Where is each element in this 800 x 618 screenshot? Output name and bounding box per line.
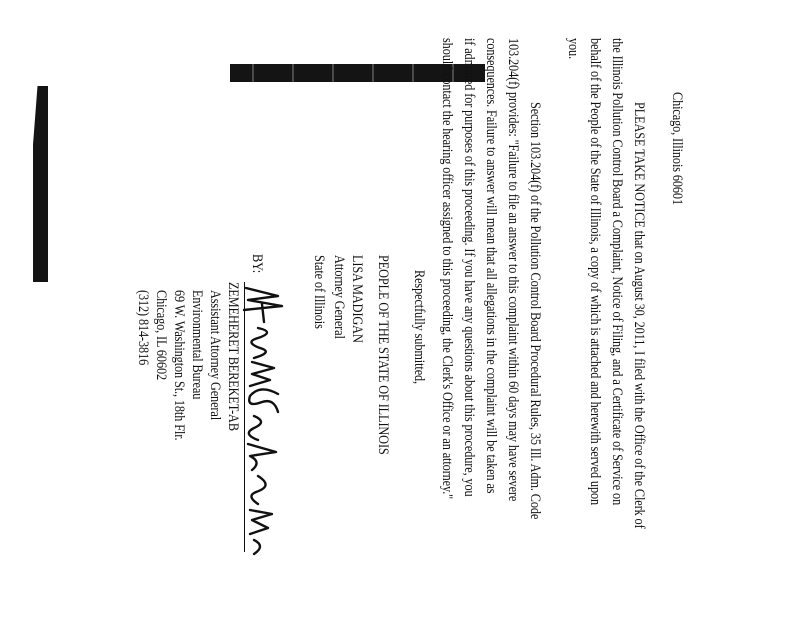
- signer-city: Chicago, IL 60602: [153, 290, 169, 381]
- rule-line-4: if admitted for purposes of this proceeding. If you have any questions about this procedure, you: [461, 38, 477, 497]
- by-label: BY:: [249, 254, 265, 274]
- signer-name: ZEMEHERET BEREKET-AB: [225, 282, 241, 431]
- signature-line: [244, 282, 245, 552]
- signer-bureau: Environmental Bureau: [189, 290, 205, 400]
- ag-state: State of Illinois: [311, 255, 327, 329]
- notice-line-3: behalf of the People of the State of Illinois, a copy of which is attached and herewith served upon: [587, 38, 603, 506]
- rule-line-5: should contact the hearing officer assigned to this proceeding, the Clerk's Office or an attorney.": [439, 38, 455, 500]
- notice-line-4: you.: [565, 38, 581, 60]
- party-name: PEOPLE OF THE STATE OF ILLINOIS: [375, 255, 391, 455]
- notice-line-1: PLEASE TAKE NOTICE that on August 30, 2011, I filed with the Office of the Clerk of: [631, 102, 647, 529]
- notice-line-2: the Illinois Pollution Control Board a Complaint, Notice of Filing, and a Certificate of Service on: [609, 38, 625, 506]
- rule-line-2: 103.204(f) provides: "Failure to file an answer to this complaint within 60 days may have severe: [505, 38, 521, 502]
- rule-line-1: Section 103.204(f) of the Pollution Control Board Procedural Rules, 35 Ill. Adm. Code: [527, 102, 543, 520]
- signer-street: 69 W. Washington St., 18th Flr.: [171, 290, 187, 441]
- ag-title: Attorney General: [331, 255, 347, 339]
- rule-line-3: consequences. Failure to answer will mean that all allegations in the complaint will be taken as: [483, 38, 499, 494]
- signer-title: Assistant Attorney General: [207, 290, 223, 421]
- signer-phone: (312) 814-3816: [135, 290, 151, 366]
- address-city-line: Chicago, Illinois 60601: [669, 92, 685, 205]
- respectfully-submitted: Respectfully submitted,: [411, 270, 427, 385]
- ag-name: LISA MADIGAN: [349, 255, 365, 343]
